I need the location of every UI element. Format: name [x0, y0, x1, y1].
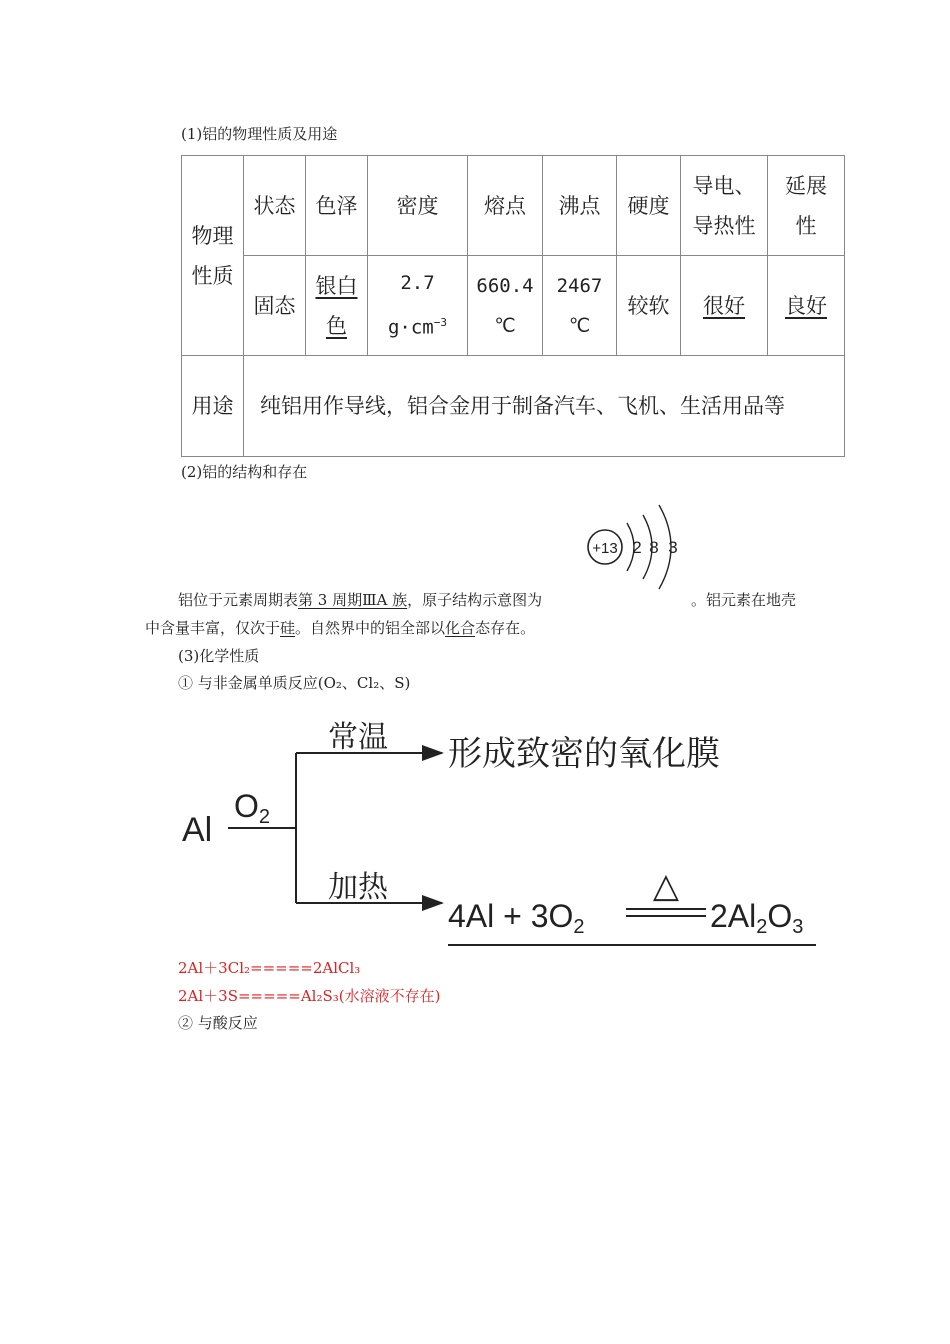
shell-electrons-1: 2 — [632, 538, 642, 557]
shell-electrons-3: 3 — [668, 538, 678, 557]
atomic-structure-diagram — [583, 495, 693, 605]
cell-uses: 纯铝用作导线，铝合金用于制备汽车、飞机、生活用品等 — [244, 356, 845, 457]
cell-color-value: 银白色 — [315, 273, 358, 338]
heating-triangle-symbol: △ — [652, 867, 680, 905]
column-header-ductility: 延展性 — [768, 156, 845, 256]
oxidant-o: O2 — [234, 788, 271, 828]
answer-period-group: 第 3 周期ⅢA 族 — [298, 591, 408, 609]
condition-room-temperature: 常温 — [328, 721, 388, 754]
cell-hardness: 较软 — [617, 256, 681, 356]
ductility-value: 良好 — [785, 293, 827, 318]
melting-unit: ℃ — [494, 314, 516, 337]
cell-ductility — [768, 256, 845, 356]
subheading-acid-reactions: ② 与酸反应 — [178, 1014, 258, 1032]
cell-state: 固态 — [244, 256, 306, 356]
column-header-density: 密度 — [368, 156, 468, 256]
section-heading-chemical: (3)化学性质 — [178, 647, 260, 665]
cell-melting-point — [468, 256, 543, 356]
al-oxygen-reaction-diagram — [170, 705, 830, 955]
section-heading-physical: (1)铝的物理性质及用途 — [181, 125, 338, 143]
cell-color — [306, 256, 368, 356]
text-segment: 中含量丰富，仅次于 — [145, 619, 281, 637]
column-header-hardness: 硬度 — [617, 156, 681, 256]
column-header-state: 状态 — [244, 156, 306, 256]
shell-electrons-2: 8 — [649, 538, 659, 557]
conductivity-value: 很好 — [703, 293, 745, 318]
equation-aluminum-chlorine: 2Al＋3Cl₂=====2AlCl₃ — [178, 959, 361, 977]
reactant-al: Al — [182, 811, 213, 849]
result-oxide-film: 形成致密的氧化膜 — [448, 735, 720, 773]
section-heading-structure: (2)铝的结构和存在 — [181, 463, 308, 481]
column-header-melting-point: 熔点 — [468, 156, 543, 256]
row-header-physical: 物理性质 — [182, 156, 244, 356]
text-segment: ，原子结构示意图为 — [407, 591, 543, 609]
equation-left: 4Al + 3O2 — [448, 898, 585, 938]
condition-heating: 加热 — [328, 871, 388, 904]
answer-silicon: 硅 — [280, 619, 296, 637]
structure-text-line2 — [145, 619, 535, 637]
melting-value: 660.4 — [476, 274, 534, 297]
text-segment: 态存在。 — [475, 619, 536, 637]
equation-aluminum-sulfur: 2Al＋3S=====Al₂S₃(水溶液不存在) — [178, 987, 441, 1005]
cell-conductivity — [681, 256, 768, 356]
answer-combined-state: 化合 — [445, 619, 476, 637]
structure-text-line1-end: 。铝元素在地壳 — [691, 591, 797, 609]
boiling-value: 2467 — [556, 274, 603, 297]
column-header-conductivity: 导电、导热性 — [681, 156, 768, 256]
density-unit: g·cm — [387, 316, 434, 339]
nucleus-charge: +13 — [592, 540, 618, 557]
column-header-color: 色泽 — [306, 156, 368, 256]
text-segment: 。自然界中的铝全部以 — [295, 619, 446, 637]
physical-properties-table — [181, 155, 845, 457]
row-header-uses: 用途 — [182, 356, 244, 457]
density-value: 2.7 — [400, 272, 435, 295]
column-header-boiling-point: 沸点 — [543, 156, 617, 256]
cell-boiling-point — [543, 256, 617, 356]
text-segment: 铝位于元素周期表 — [178, 591, 299, 609]
structure-text-line1 — [178, 591, 542, 609]
cell-density — [368, 256, 468, 356]
boiling-unit: ℃ — [568, 314, 591, 337]
equation-right: 2Al2O3 — [710, 898, 804, 938]
subheading-nonmetal-reactions: ① 与非金属单质反应(O₂、Cl₂、S) — [178, 674, 411, 692]
density-exponent: −3 — [433, 316, 447, 330]
